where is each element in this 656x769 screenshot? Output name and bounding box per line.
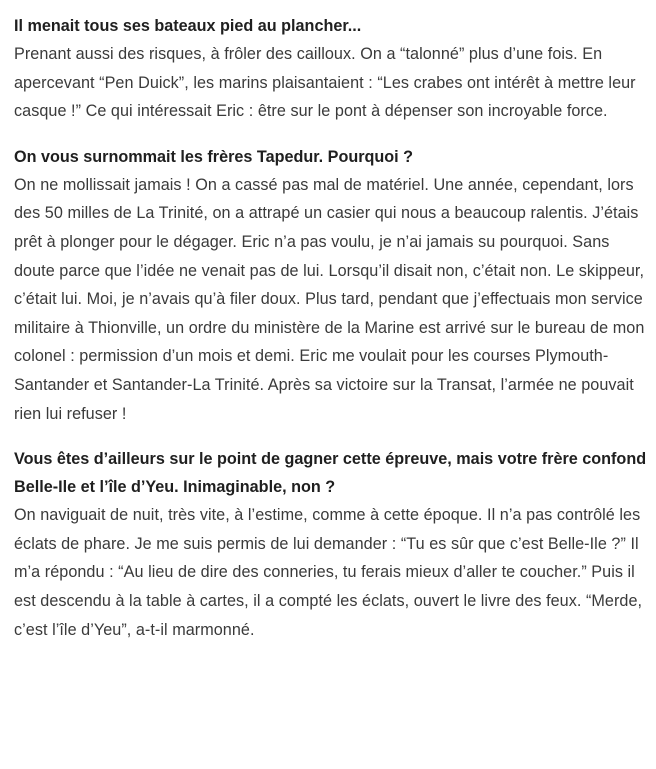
qa-block-3 — [14, 445, 650, 644]
question-3: Vous êtes d’ailleurs sur le point de gagner cette épreuve, mais votre frère confond Belle-Ile et l’île d’Yeu. Inimaginable, non ? — [14, 450, 647, 497]
answer-1: Prenant aussi des risques, à frôler des cailloux. On a “talonné” plus d’une fois. En apercevant “Pen Duick”, les marins plaisantaient : “Les crabes ont intérêt à mettre leur casque !” Ce qui intéressait Eric : être sur le pont à dépenser son incroyable force. — [14, 45, 636, 121]
qa-block-2 — [14, 143, 650, 428]
qa-block-1 — [14, 12, 650, 126]
interview-article — [14, 12, 650, 661]
question-1: Il menait tous ses bateaux pied au plancher... — [14, 17, 362, 35]
answer-2: On ne mollissait jamais ! On a cassé pas mal de matériel. Une année, cependant, lors des 50 milles de La Trinité, on a attrapé un casier qui nous a beaucoup ralentis. J’étais prêt à plonger pour le dégager. Eric n’a pas voulu, je n’ai jamais su pourquoi. Sans doute parce que l’idée ne venait pas de lui. Lorsqu’il disait non, c’était non. Le skippeur, c’était lui. Moi, je n’avais qu’à filer doux. Plus tard, pendant que j’effectuais mon service militaire à Thionville, un ordre du ministère de la Marine est arrivé sur le bureau de mon colonel : permission d’un mois et demi. Eric me voulait pour les courses Plymouth-Santander et Santander-La Trinité. Après sa victoire sur la Transat, l’armée ne pouvait rien lui refuser ! — [14, 175, 645, 423]
answer-3: On naviguait de nuit, très vite, à l’estime, comme à cette époque. Il n’a pas contrôlé les éclats de phare. Je me suis permis de lui demander : “Tu es sûr que c’est Belle-Ile ?” Il m’a répondu : “Au lieu de dire des conneries, tu ferais mieux d’aller te coucher.” Puis il est descendu à la table à cartes, il a compté les éclats, ouvert le livre des feux. “Merde, c’est l’île d’Yeu”, a-t-il marmonné. — [14, 506, 643, 639]
question-2: On vous surnommait les frères Tapedur. Pourquoi ? — [14, 147, 414, 166]
